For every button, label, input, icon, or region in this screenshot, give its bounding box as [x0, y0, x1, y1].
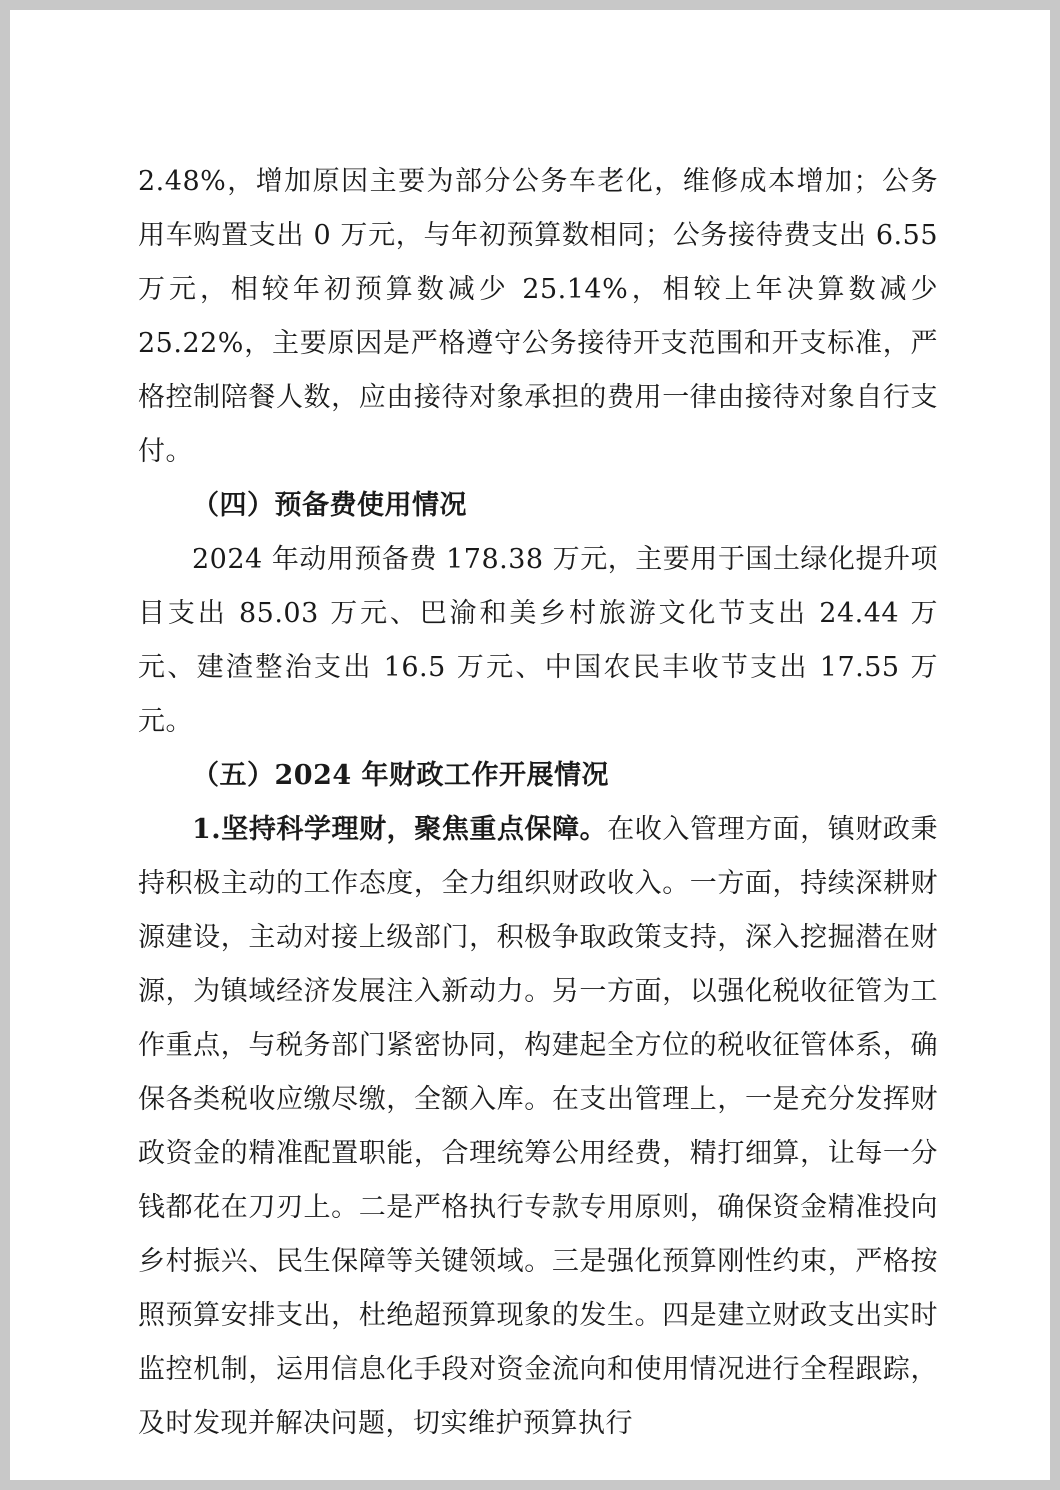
paragraph-body-text: 在收入管理方面，镇财政秉持积极主动的工作态度，全力组织财政收入。一方面，持续深耕财源建设，主动对接上级部门，积极争取政策支持，深入挖掘潜在财源，为镇域经济发展注入新动力。另一方面，以强化税收征管为工作重点，与税务部门紧密协同，构建起全方位的税收征管体系，确保各类税收应缴尽缴，全额入库。在支出管理上，一是充分发挥财政资金的精准配置职能，合理统筹公用经费，精打细算，让每一分钱都花在刀刃上。二是严格执行专款专用原则，确保资金精准投向乡村振兴、民生保障等关键领域。三是强化预算刚性约束，严格按照预算安排支出，杜绝超预算现象的发生。四是建立财政支出实时监控机制，运用信息化手段对资金流向和使用情况进行全程跟踪，及时发现并解决问题，切实维护预算执行 [138, 814, 939, 1439]
paragraph-lead-title: 1.坚持科学理财，聚焦重点保障。 [192, 814, 608, 845]
section-heading-fiscal-work: （五）2024 年财政工作开展情况 [192, 760, 610, 791]
paragraph-fiscal-management [138, 803, 938, 1451]
paragraph-reserve-fund: 2024 年动用预备费 178.38 万元，主要用于国土绿化提升项目支出 85.03 万元、巴渝和美乡村旅游文化节支出 24.44 万元、建渣整治支出 16.5 万元、中国农民丰收节支出 17.55 万元。 [138, 544, 938, 737]
section-heading-reserve-fund: （四）预备费使用情况 [192, 490, 467, 521]
document-body [138, 155, 938, 1451]
paragraph-official-expenses: 2.48%，增加原因主要为部分公务车老化，维修成本增加；公务用车购置支出 0 万元，与年初预算数相同；公务接待费支出 6.55 万元，相较年初预算数减少 25.14%，相较上年决算数减少 25.22%，主要原因是严格遵守公务接待开支范围和开支标准，严格控制陪餐人数，应由接待对象承担的费用一律由接待对象自行支付。 [138, 166, 938, 467]
document-page [10, 10, 1050, 1480]
